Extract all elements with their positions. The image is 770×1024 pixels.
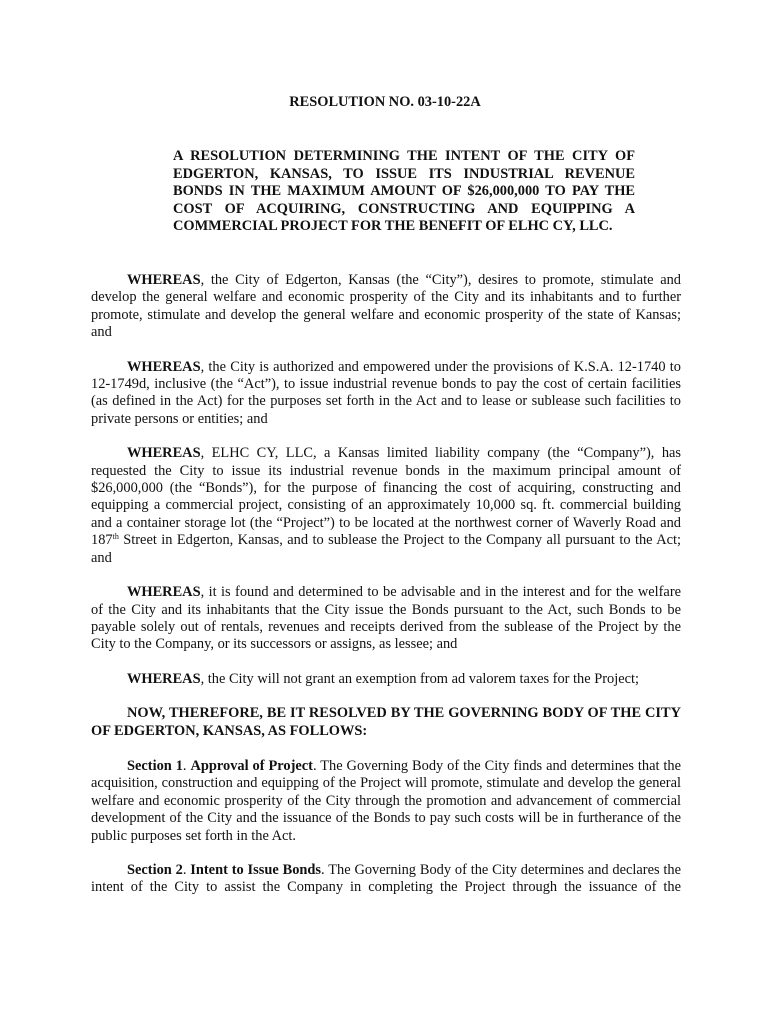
resolved-clause: NOW, THEREFORE, BE IT RESOLVED BY THE GOVERNING BODY OF THE CITY OF EDGERTON, KANSAS, AS FOLLOWS: [91, 705, 681, 739]
whereas-paragraph-1 [91, 272, 681, 342]
section-2-label: Section 2 [127, 861, 183, 878]
whereas-text-3a: , ELHC CY, LLC, a Kansas limited liability company (the “Company”), has requested the City to issue its industrial revenue bonds in the maximum principal amount of $26,000,000 (the “Bonds”), for the purpose of financing the cost of acquiring, constructing and equipping a commercial project, consisting of an approximately 10,000 sq. ft. commercial building and a container storage lot (the “Project”) to be located at the northwest corner of Waverly Road and 187 [91, 445, 681, 549]
whereas-text-5: , the City will not grant an exemption from ad valorem taxes for the Project; [200, 670, 639, 687]
resolution-title: RESOLUTION NO. 03-10-22A [289, 94, 481, 110]
whereas-paragraph-3 [91, 445, 681, 567]
resolution-subtitle: A RESOLUTION DETERMINING THE INTENT OF THE CITY OF EDGERTON, KANSAS, TO ISSUE ITS INDUSTRIAL REVENUE BONDS IN THE MAXIMUM AMOUNT OF $26,000,000 TO PAY THE COST OF ACQUIRING, CONSTRUCTING AND EQUIPPING A COMMERCIAL PROJECT FOR THE BENEFIT OF ELHC CY, LLC. [173, 148, 635, 235]
section-1-text: The Governing Body of the City finds and determines that the acquisition, construction and equipping of the Project will promote, stimulate and develop the general welfare and economic prosperity of the City through the promotion and advancement of commercial development of the City and the issuance of the Bonds to pay such costs will be in furtherance of the public purposes set forth in the Act. [91, 757, 682, 844]
section-1-heading: Approval of Project [190, 757, 313, 774]
whereas-label: WHEREAS [127, 670, 201, 687]
whereas-label: WHEREAS [127, 584, 201, 601]
whereas-paragraph-5 [91, 671, 681, 688]
whereas-text-1: , the City of Edgerton, Kansas (the “City”), desires to promote, stimulate and develop the general welfare and economic prosperity of the City and its inhabitants and to further promote, stimulate and develop the general welfare and economic prosperity of the state of Kansas; and [91, 272, 681, 341]
whereas-label: WHEREAS [127, 358, 201, 375]
whereas-paragraph-4 [91, 584, 681, 654]
section-1-paragraph: Section 1. Approval of Project. The Governing Body of the City finds and determines that the acquisition, construction and equipping of the Project will promote, stimulate and develop the general welfare and economic prosperity of the City through the promotion and advancement of commercial development of the City and the issuance of the Bonds to pay such costs will be in furtherance of the public purposes set forth in the Act. [91, 757, 682, 844]
whereas-text-2: , the City is authorized and empowered under the provisions of K.S.A. 12-1740 to 12-1749d, inclusive (the “Act”), to issue industrial revenue bonds to pay the cost of certain facilities (as defined in the Act) for the purposes set forth in the Act and to lease or sublease such facilities to private persons or entities; and [91, 358, 681, 427]
section-2-text: The Governing Body of the City determines and declares the intent of the City to assist the Company in completing the Project through the issuance of the [91, 861, 682, 896]
resolution-body [91, 272, 681, 897]
section-2-heading: Intent to Issue Bonds [190, 861, 322, 878]
whereas-text-3b: Street in Edgerton, Kansas, and to sublease the Project to the Company all pursuant to the Act; and [91, 532, 681, 566]
section-1-label: Section 1 [127, 757, 183, 774]
whereas-paragraph-2 [91, 359, 681, 429]
whereas-label: WHEREAS [127, 272, 201, 288]
ordinal-suffix: th [112, 532, 119, 542]
whereas-text-4: , it is found and determined to be advisable and in the interest and for the welfare of the City and its inhabitants that the City issue the Bonds pursuant to the Act, such Bonds to be payable solely out of rentals, revenues and receipts derived from the sublease of the Project by the City to the Company, or its successors or assigns, as lessee; and [91, 584, 681, 653]
whereas-label: WHEREAS [127, 445, 201, 462]
section-2-paragraph: Section 2. Intent to Issue Bonds. The Governing Body of the City determines and declares the intent of the City to assist the Company in completing the Project through the issuance of the [91, 861, 682, 896]
